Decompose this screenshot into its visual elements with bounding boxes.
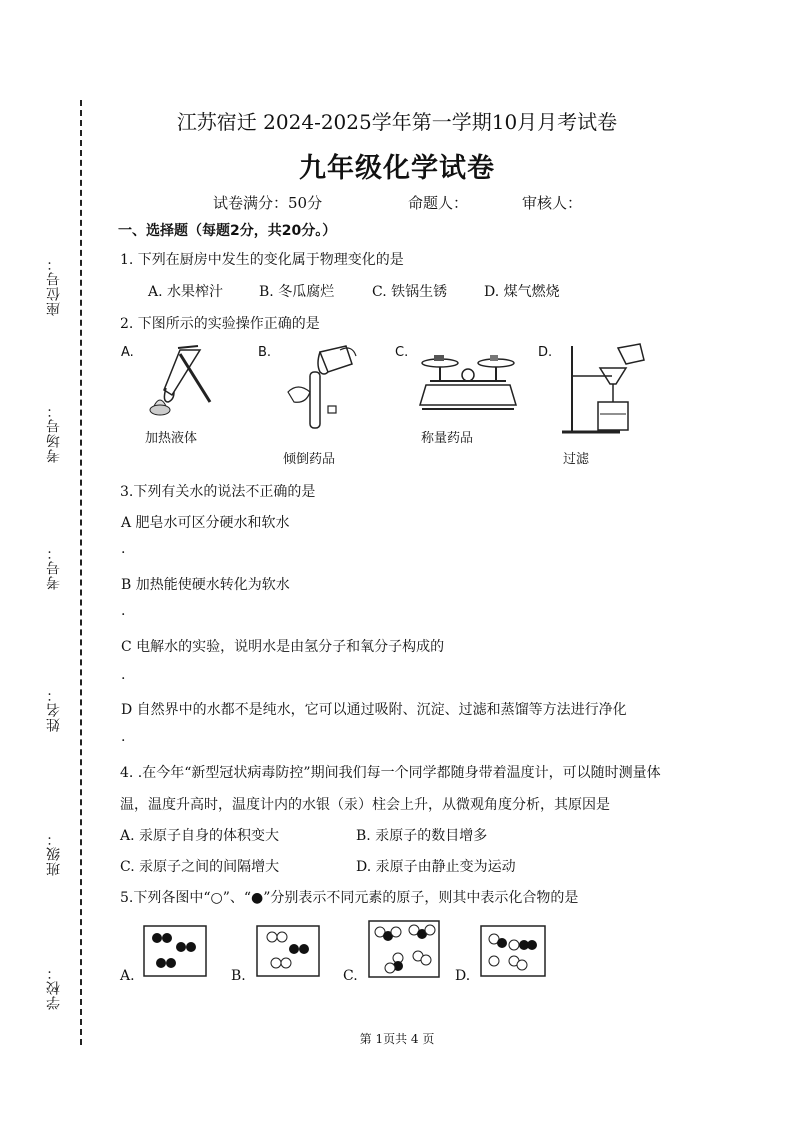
full-marks: 试卷满分：50分 bbox=[213, 194, 323, 212]
q2-letter-c: C. bbox=[395, 345, 409, 360]
q4-stem-line1: 4. .在今年“新型冠状病毒防控”期间我们每一个同学都随身带着温度计，可以随时测量体 bbox=[120, 765, 661, 781]
q3-blank-a: . bbox=[121, 541, 126, 557]
filtration-image bbox=[560, 340, 650, 440]
pouring-reagent-image bbox=[280, 342, 360, 442]
exam-room-label: 考场号： bbox=[46, 403, 62, 463]
balance-scale-image bbox=[418, 345, 518, 415]
q5-diagram-b[interactable] bbox=[256, 925, 320, 977]
q1-stem: 1. 下列在厨房中发生的变化属于物理变化的是 bbox=[120, 252, 404, 268]
q2-caption-c: 称量药品 bbox=[421, 431, 474, 446]
q3-option-c[interactable]: C 电解水的实验，说明水是由氢分子和氧分子构成的 bbox=[121, 639, 445, 655]
q3-stem: 3.下列有关水的说法不正确的是 bbox=[120, 484, 316, 500]
exam-subtitle: 江苏宿迁 2024-2025学年第一学期10月月考试卷 bbox=[176, 110, 618, 134]
q1-option-b[interactable]: B. 冬瓜腐烂 bbox=[259, 284, 335, 300]
q4-option-a[interactable]: A. 汞原子自身的体积变大 bbox=[120, 828, 280, 844]
q4-option-b[interactable]: B. 汞原子的数目增多 bbox=[356, 828, 488, 844]
q4-option-d[interactable]: D. 汞原子由静止变为运动 bbox=[356, 859, 516, 875]
q5-letter-c: C. bbox=[343, 968, 358, 984]
q4-option-c[interactable]: C. 汞原子之间的间隔增大 bbox=[120, 859, 280, 875]
section-heading: 一、选择题（每题2分，共20分。） bbox=[118, 223, 337, 239]
q3-blank-b: . bbox=[121, 603, 126, 619]
q1-option-c[interactable]: C. 铁锅生锈 bbox=[372, 284, 448, 300]
q2-stem: 2. 下图所示的实验操作正确的是 bbox=[120, 316, 320, 332]
q2-caption-a: 加热液体 bbox=[145, 431, 198, 446]
page-footer: 第 1页共 4 页 bbox=[359, 1032, 435, 1046]
q5-letter-d: D. bbox=[455, 968, 471, 984]
q4-stem-line2: 温，温度升高时，温度计内的水银（汞）柱会上升，从微观角度分析，其原因是 bbox=[120, 797, 610, 813]
reviewer: 审核人： bbox=[522, 194, 583, 212]
q5-diagram-a[interactable] bbox=[143, 925, 207, 977]
q2-caption-d: 过滤 bbox=[563, 452, 590, 467]
q1-option-d[interactable]: D. 煤气燃烧 bbox=[484, 284, 560, 300]
exam-id-label: 考号： bbox=[46, 545, 62, 591]
heating-liquid-image bbox=[140, 340, 230, 420]
q3-option-a[interactable]: A 肥皂水可区分硬水和软水 bbox=[121, 515, 290, 531]
q2-caption-b: 倾倒药品 bbox=[283, 452, 336, 467]
page-title: 九年级化学试卷 bbox=[299, 153, 495, 184]
q5-diagram-d[interactable] bbox=[480, 925, 546, 977]
q3-option-d[interactable]: D 自然界中的水都不是纯水，它可以通过吸附、沉淀、过滤和蒸馏等方法进行净化 bbox=[121, 702, 627, 718]
seat-number-label: 座位号： bbox=[46, 256, 62, 316]
student-name-label: 姓名： bbox=[46, 687, 62, 733]
binding-line bbox=[80, 100, 82, 1045]
q5-letter-b: B. bbox=[231, 968, 246, 984]
school-label: 学校： bbox=[46, 965, 62, 1011]
q3-blank-c: . bbox=[121, 667, 126, 683]
q2-letter-b: B. bbox=[258, 345, 272, 360]
question-setter: 命题人： bbox=[408, 194, 469, 212]
q3-blank-d: . bbox=[121, 729, 126, 745]
q1-option-a[interactable]: A. 水果榨汁 bbox=[148, 284, 224, 300]
q2-letter-a: A. bbox=[121, 345, 134, 360]
q5-letter-a: A. bbox=[120, 968, 135, 984]
class-label: 班级： bbox=[46, 831, 62, 877]
q3-option-b[interactable]: B 加热能使硬水转化为软水 bbox=[121, 577, 290, 593]
q5-diagram-c[interactable] bbox=[368, 920, 440, 978]
q2-letter-d: D. bbox=[538, 345, 553, 360]
q5-stem: 5.下列各图中“○”、“●”分别表示不同元素的原子，则其中表示化合物的是 bbox=[120, 890, 579, 906]
